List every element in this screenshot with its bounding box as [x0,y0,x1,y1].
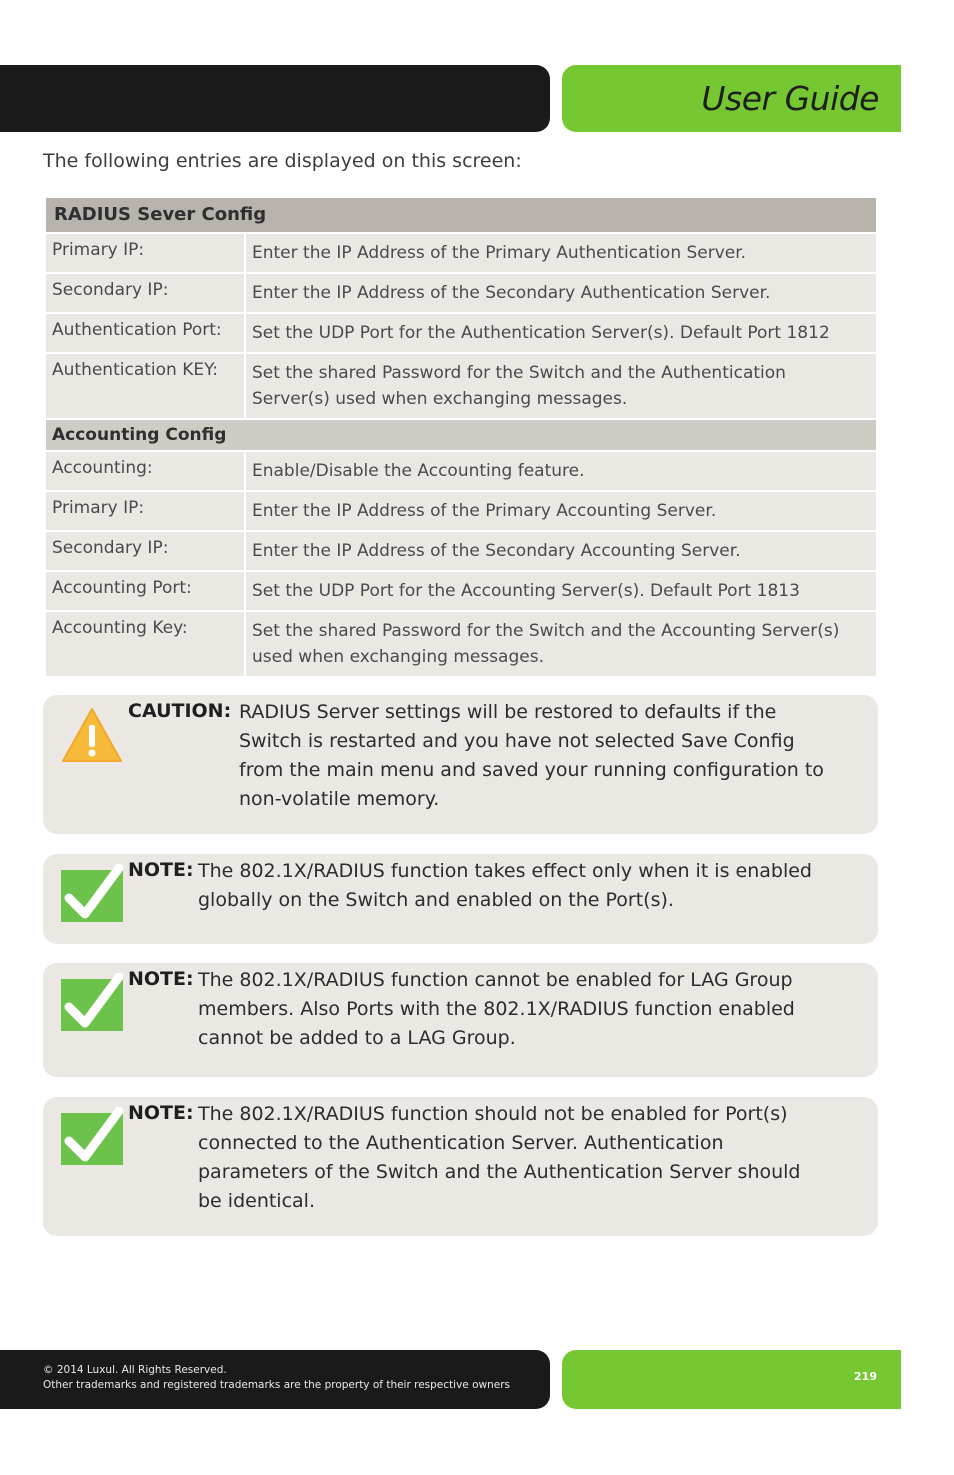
config-table [44,196,878,678]
row-label: Authentication Port: [46,314,244,352]
row-description: Enable/Disable the Accounting feature. [246,452,876,490]
row-label: Accounting Port: [46,572,244,610]
section-header-accounting: Accounting Config [46,420,876,450]
table-row [46,234,876,272]
row-description: Enter the IP Address of the Primary Authentication Server. [246,234,876,272]
note-box [43,963,878,1077]
checkmark-icon [61,864,123,922]
note-box [43,1097,878,1236]
section-header-radius: RADIUS Sever Config [46,198,876,232]
row-label: Authentication KEY: [46,354,244,418]
row-description: Set the UDP Port for the Accounting Server(s). Default Port 1813 [246,572,876,610]
table-row [46,354,876,418]
table-row [46,612,876,676]
caution-label: CAUTION: [128,700,232,722]
note-box [43,854,878,944]
caution-box [43,695,878,834]
row-label: Secondary IP: [46,532,244,570]
row-label: Primary IP: [46,492,244,530]
note-label: NOTE: [128,968,194,990]
checkmark-icon [61,973,123,1031]
footer-green-bar [562,1350,901,1409]
warning-triangle-icon [61,705,123,763]
footer-copyright [43,1363,510,1393]
header-green-bar [562,65,901,132]
row-description: Set the shared Password for the Switch and the Accounting Server(s) used when exchanging messages. [246,612,876,676]
note-label: NOTE: [128,859,194,881]
row-label: Accounting: [46,452,244,490]
row-label: Primary IP: [46,234,244,272]
note-text: The 802.1X/RADIUS function takes effect only when it is enabled globally on the Switch and enabled on the Port(s). [198,860,812,911]
note-text: The 802.1X/RADIUS function should not be enabled for Port(s) connected to the Authentication Server. Authentication parameters of the Switch and the Authentication Server should be identical. [198,1103,801,1212]
intro-text: The following entries are displayed on this screen: [43,150,522,172]
table-row [46,452,876,490]
footer-black-bar [0,1350,550,1409]
table-row [46,314,876,352]
page-number: 219 [854,1370,877,1383]
row-label: Accounting Key: [46,612,244,676]
trademarks-text: Other trademarks and registered trademarks are the property of their respective owners [43,1379,510,1391]
table-row [46,572,876,610]
row-description: Enter the IP Address of the Primary Accounting Server. [246,492,876,530]
note-text: The 802.1X/RADIUS function cannot be enabled for LAG Group members. Also Ports with the 802.1X/RADIUS function enabled cannot be added to a LAG Group. [198,969,795,1049]
note-label: NOTE: [128,1102,194,1124]
row-description: Enter the IP Address of the Secondary Accounting Server. [246,532,876,570]
caution-text: RADIUS Server settings will be restored to defaults if the Switch is restarted and you have not selected Save Config from the main menu and saved your running configuration to non-volatile memory. [239,701,824,810]
header-black-bar [0,65,550,132]
copyright-text: © 2014 Luxul. All Rights Reserved. [43,1364,227,1376]
checkmark-icon [61,1107,123,1165]
table-row [46,274,876,312]
row-description: Set the shared Password for the Switch and the Authentication Server(s) used when exchanging messages. [246,354,876,418]
row-description: Set the UDP Port for the Authentication Server(s). Default Port 1812 [246,314,876,352]
table-row [46,492,876,530]
row-description: Enter the IP Address of the Secondary Authentication Server. [246,274,876,312]
page-title: User Guide [701,79,879,118]
table-row [46,532,876,570]
row-label: Secondary IP: [46,274,244,312]
